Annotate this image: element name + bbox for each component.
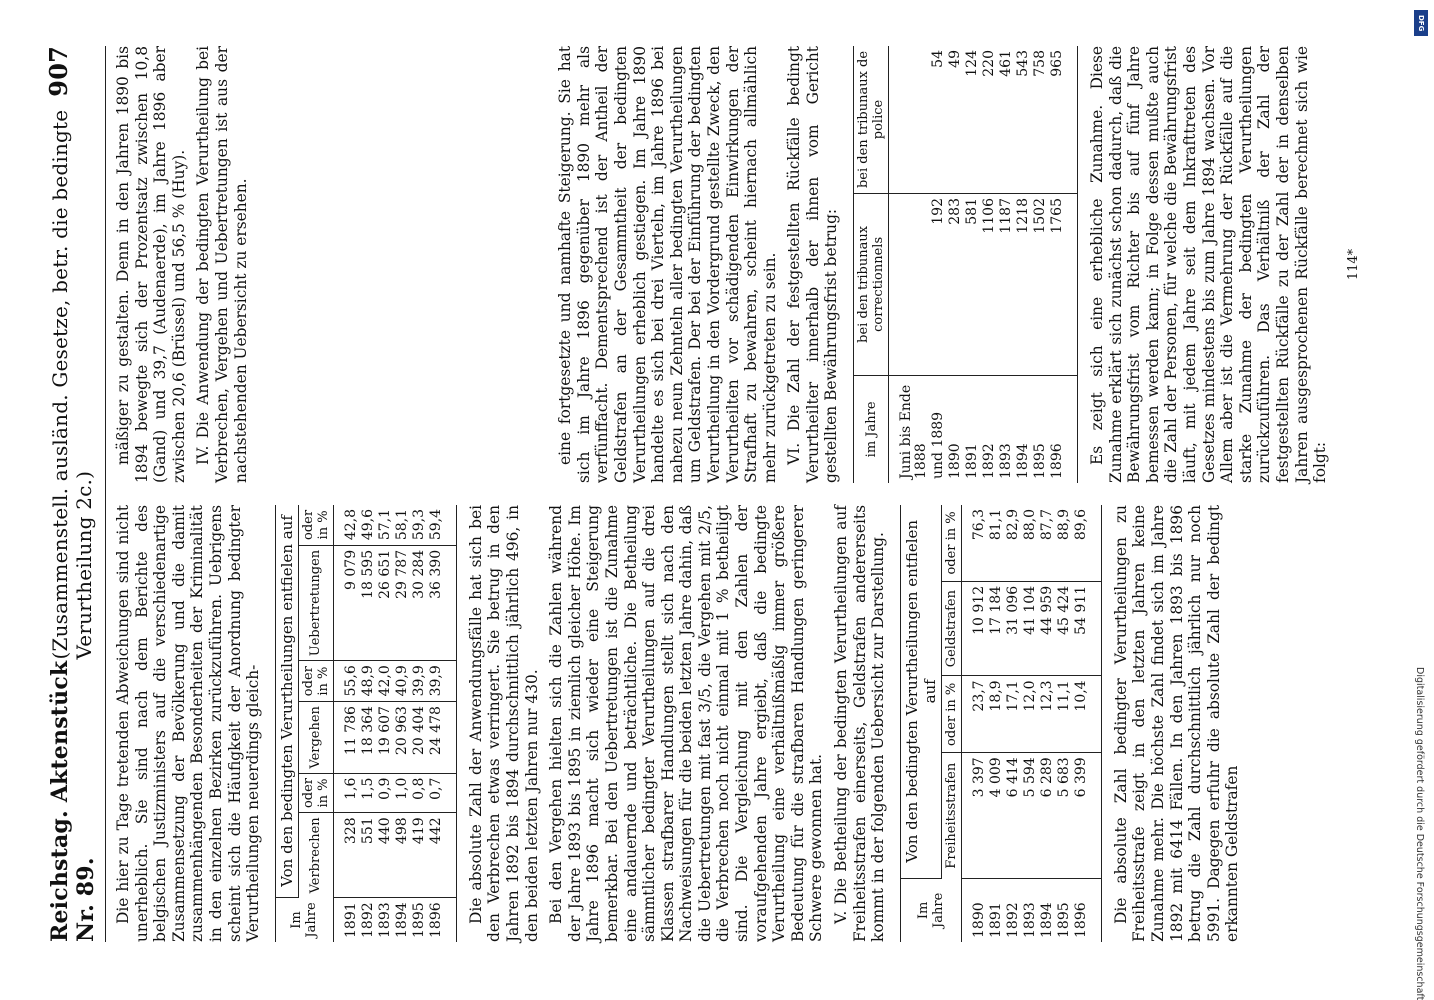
table-cell: 88,0 (1022, 505, 1039, 581)
table-row (1015, 46, 1032, 483)
table-cell: 442 (428, 813, 457, 898)
table-cell: 18 595 (360, 545, 377, 660)
table-cell: 39,9 (428, 661, 457, 702)
table-row (1049, 46, 1078, 483)
table-col-header: bei den tribunaux de police (854, 46, 889, 194)
table-col-header: oder in % (298, 505, 333, 545)
table-cell: 40,9 (394, 661, 411, 702)
table-row (1022, 505, 1039, 942)
table-row (1073, 505, 1102, 942)
table-row (981, 46, 998, 483)
table-cell: 82,9 (1005, 505, 1022, 581)
table-cell-year: Juni bis Ende 1888 (898, 384, 930, 479)
header-title: (Zusammenstell. ausländ. Gesetze, betr. die bedingte Verurtheilung 2c.) (48, 109, 96, 660)
table-cell-year: 1891 (987, 902, 1004, 938)
table-cell: 30 284 (411, 545, 428, 660)
table-cell: 1106 (981, 194, 998, 376)
table-col-header: oder in % (298, 661, 333, 702)
table-cell: 59,3 (411, 505, 428, 545)
table-row (1056, 505, 1073, 942)
table-cell-year: 1891 (964, 443, 981, 479)
table-row (998, 46, 1015, 483)
table-cell: 1,5 (360, 773, 377, 813)
table-cell-year: 1894 (393, 902, 410, 938)
table-cell: 1,0 (394, 773, 411, 813)
table-cell: 19 607 (377, 702, 394, 774)
table-cell (889, 194, 931, 376)
paragraph: V. Die Betheilung der bedingten Verurtheilungen auf Freiheitsstrafen einerseits, Geldstrafen andererseits kommt in der folgenden Uebersicht zur Darstellung. (832, 505, 888, 942)
table-cell: 0,9 (377, 773, 394, 813)
table-cell: 124 (964, 46, 981, 194)
table-header-span: Von den bedingten Verurtheilungen entfielen auf (900, 505, 941, 878)
dfg-watermark (1414, 10, 1432, 1000)
sheet-number: 114* (1345, 248, 1361, 281)
table-col-header: bei den tribunaux correctionnels (854, 194, 889, 376)
table-cell: 965 (1049, 46, 1078, 194)
page-number: 907 (44, 46, 73, 97)
paragraph: IV. Die Anwendung der bedingten Verurtheilung bei Verbrechen, Vergehen und Uebertretungen ist aus der nachstehenden Uebersicht zu ersehen. (194, 46, 250, 483)
table-cell-year: 1896 (1049, 443, 1066, 479)
dfg-logo-icon: DFG (1414, 10, 1428, 36)
table-cell: 26 651 (377, 545, 394, 660)
table-cell: 17,1 (1005, 676, 1022, 753)
table-cell: 42,8 (333, 505, 360, 545)
table-cell: 1218 (1015, 194, 1032, 376)
table-col-header: oder in % (298, 773, 333, 813)
table-cell: 6 399 (1073, 753, 1102, 878)
table-cell: 192 (930, 194, 947, 376)
table-row (930, 46, 947, 483)
table-col-header: oder in % (941, 505, 961, 581)
table-continuation-space (256, 46, 556, 483)
table-row (1005, 505, 1022, 942)
paragraph: eine fortgesetzte und namhafte Steigerung. Sie hat sich im Jahre 1896 gegenüber 1890 mehr als verfünffacht. Dementsprechend ist der Antheil der Geldstrafen an der Gesammtheit der bedingten Verurtheilungen erheblich gestiegen. Im Jahre 1890 handelte es sich bei drei Vierteln, im Jahre 1896 bei nahezu neun Zehnteln aller bedingten Verurtheilungen um Geldstrafen. Der bei der Einführung der bedingten Verurtheilung in den Vordergrund gestellte Zweck, den Verurtheilten vor schädigenden Einwirkungen der Strafhaft zu bewahren, scheint hiernach allmählich mehr zurückgetreten zu sein. (556, 46, 779, 483)
table-cell-year: und 1889 (930, 411, 947, 479)
table-cell: 20 404 (411, 702, 428, 774)
table-cell: 1502 (1032, 194, 1049, 376)
table-cell: 88,9 (1056, 505, 1073, 581)
table-cell-year: 1896 (427, 902, 444, 938)
table-row (1032, 46, 1049, 483)
table-cell: 6 414 (1005, 753, 1022, 878)
table-cell: 49 (947, 46, 964, 194)
table-cell: 12,0 (1022, 676, 1039, 753)
table-cell: 17 184 (988, 581, 1005, 676)
paragraph: mäßiger zu gestalten. Denn in den Jahren 1890 bis 1894 bewegte sich der Prozentsatz zwischen 10,8 (Gand) und 39,7 (Audenaerde), im Jahre 1896 aber zwischen 20,6 (Brüssel) und 56,5 % (Huy). (114, 46, 188, 483)
table-row (394, 505, 411, 942)
table-cell: 5 683 (1056, 753, 1073, 878)
table-cell-year: 1891 (342, 902, 359, 938)
table-cell-year: 1892 (981, 443, 998, 479)
table-recidivism (853, 46, 1078, 483)
table-cell: 5 594 (1022, 753, 1039, 878)
table-cell: 87,7 (1039, 505, 1056, 581)
table-header-year: Im Jahre (275, 897, 333, 942)
table-col-header: Freiheitsstrafen (941, 753, 961, 878)
table-cell-year: 1893 (998, 443, 1015, 479)
table-penalty-types (900, 505, 1102, 942)
table-cell: 1187 (998, 194, 1015, 376)
table-col-header: Vergehen (298, 702, 333, 774)
table-row (377, 505, 394, 942)
table-cell: 55,6 (333, 661, 360, 702)
table-cell: 10 912 (961, 581, 988, 676)
table-cell-year: 1895 (1055, 902, 1072, 938)
table-cell: 76,3 (961, 505, 988, 581)
table-cell: 81,1 (988, 505, 1005, 581)
table-cell: 283 (947, 194, 964, 376)
table-cell: 1,6 (333, 773, 360, 813)
table-col-header: Uebertretungen (298, 545, 333, 660)
table-cell: 758 (1032, 46, 1049, 194)
table-cell-year: 1890 (970, 902, 987, 938)
table-cell: 39,9 (411, 661, 428, 702)
table-cell: 6 289 (1039, 753, 1056, 878)
column-left (114, 505, 1400, 942)
table-cell: 11 786 (333, 702, 360, 774)
table-cell: 0,7 (428, 773, 457, 813)
table-cell: 89,6 (1073, 505, 1102, 581)
table-row (428, 505, 457, 942)
table-cell: 0,8 (411, 773, 428, 813)
table-cell: 581 (964, 194, 981, 376)
table-cell-year: 1894 (1038, 902, 1055, 938)
table-cell-year: 1893 (376, 902, 393, 938)
table-cell: 3 397 (961, 753, 988, 878)
table-cell: 41 104 (1022, 581, 1039, 676)
table-cell (889, 46, 931, 194)
table-cell: 551 (360, 813, 377, 898)
table-header-span: Von den bedingten Verurtheilungen entfielen auf (275, 505, 298, 897)
running-header (44, 46, 106, 942)
table-cell: 419 (411, 813, 428, 898)
table-cell: 10,4 (1073, 676, 1102, 753)
table-cell-year: 1895 (1032, 443, 1049, 479)
table-cell: 1765 (1049, 194, 1078, 376)
table-cell: 44 959 (1039, 581, 1056, 676)
table-cell: 498 (394, 813, 411, 898)
table-cell-year: 1896 (1072, 902, 1089, 938)
table-cell: 48,9 (360, 661, 377, 702)
header-left: Reichstag. Aktenstück Nr. 89. (47, 660, 99, 942)
table-cell: 461 (998, 46, 1015, 194)
table-cell: 18 364 (360, 702, 377, 774)
table-cell-year: 1890 (947, 443, 964, 479)
table-cell: 36 390 (428, 545, 457, 660)
table-cell: 45 424 (1056, 581, 1073, 676)
table-cell-year: 1892 (1004, 902, 1021, 938)
table-col-header: Verbrechen (298, 813, 333, 898)
dfg-credit-text: Digitalisierung gefördert durch die Deutsche Forschungsgemeinschaft (1414, 666, 1425, 1000)
paragraph: Es zeigt sich eine erhebliche Zunahme. Diese Zunahme erklärt sich zunächst schon dadurch, daß die Bewährungsfrist vom Richter bis auf fünf Jahre bemessen werden kann; in Folge dessen mußte auch die Zahl der Personen, für welche die Bewährungsfrist läuft, mit jedem Jahre seit dem Inkrafttreten des Gesetzes mindestens bis zum Jahre 1894 wachsen. Vor Allem aber ist die Vermehrung der Rückfälle auf die starke Zunahme der bedingten Verurtheilungen zurückzuführen. Das Verhältniß der Zahl der festgestellten Rückfälle zu der Zahl der in denselben Jahren ausgesprochenen Rückfälle berechnet sich wie folgt: (1088, 46, 1330, 483)
paragraph: Die hier zu Tage tretenden Abweichungen sind nicht unerheblich. Sie sind nach dem Berichte des belgischen Justizministers auf die verschiedenartige Zusammensetzung der Bevölkerung und die damit zusammenhängenden Besonderheiten der Kriminalität in den einzelnen Bezirken zurückzuführen. Uebrigens scheint sich die Häufigkeit der Anordnung bedingter Verurtheilungen neuerdings gleich- (114, 505, 263, 942)
paragraph: Bei den Vergehen hielten sich die Zahlen während der Jahre 1893 bis 1895 in ziemlich gleicher Höhe. Im Jahre 1896 macht sich wieder eine Steigerung bemerkbar. Bei den Uebertretungen ist die Zunahme eine andauernde und beträchtliche. Die Betheilung sämmtlicher bedingter Verurtheilungen auf die drei Klassen strafbarer Handlungen stellt sich nach den Nachweisungen für die beiden letzten Jahre dahin, daß die Uebertretungen mit fast 3/5, die Vergehen mit 2/5, die Verbrechen noch nicht einmal mit 1 % betheiligt sind. Die Vergleichung mit den Zahlen der voraufgehenden Jahre ergiebt, daß die bedingte Verurtheilung eine verhältnißmäßig immer größere Bedeutung für die strafbaren Handlungen geringerer Schwere gewonnen hat. (547, 505, 826, 942)
table-header-year: im Jahre (854, 375, 889, 483)
table-row (964, 46, 981, 483)
table-cell: 20 963 (394, 702, 411, 774)
table-cell: 328 (333, 813, 360, 898)
table-row (360, 505, 377, 942)
table-crime-classes (275, 505, 457, 942)
table-cell: 31 096 (1005, 581, 1022, 676)
table-cell: 58,1 (394, 505, 411, 545)
table-cell: 29 787 (394, 545, 411, 660)
table-cell-year: 1893 (1021, 902, 1038, 938)
table-col-header: Geldstrafen (941, 581, 961, 676)
table-cell: 54 911 (1073, 581, 1102, 676)
table-cell: 42,0 (377, 661, 394, 702)
table-cell: 54 (930, 46, 947, 194)
table-cell: 440 (377, 813, 394, 898)
table-cell: 23,7 (961, 676, 988, 753)
paragraph: Die absolute Zahl der Anwendungsfälle hat sich bei den Verbrechen etwas verringert. Sie betrug in den Jahren 1892 bis 1894 durchschnittlich jährlich 496, in den beiden letzten Jahren nur 430. (466, 505, 541, 942)
table-col-header: oder in % (941, 676, 961, 753)
table-row (333, 505, 360, 942)
table-cell: 220 (981, 46, 998, 194)
table-cell: 12,3 (1039, 676, 1056, 753)
table-cell-year: 1894 (1015, 443, 1032, 479)
table-row (411, 505, 428, 942)
table-cell: 57,1 (377, 505, 394, 545)
table-row (1039, 505, 1056, 942)
table-cell-year: 1895 (410, 902, 427, 938)
table-cell: 59,4 (428, 505, 457, 545)
table-row (988, 505, 1005, 942)
paragraph: VI. Die Zahl der festgestellten Rückfälle bedingt Verurtheilter innerhalb der ihnen vom Gericht gestellten Bewährungsfrist betrug: (785, 46, 841, 483)
table-row (947, 46, 964, 483)
table-cell: 49,6 (360, 505, 377, 545)
column-right (114, 46, 1400, 483)
table-cell-year: 1892 (359, 902, 376, 938)
table-cell: 543 (1015, 46, 1032, 194)
table-cell: 18,9 (988, 676, 1005, 753)
table-row (889, 46, 931, 483)
table-cell: 24 478 (428, 702, 457, 774)
table-header-year: Im Jahre (900, 878, 961, 942)
table-cell: 11,1 (1056, 676, 1073, 753)
paragraph: Die absolute Zahl bedingter Verurtheilungen zu Freiheitsstrafe zeigt in den letzten Jahren keine Zunahme mehr. Die höchste Zahl findet sich im Jahre 1892 mit 6414 Fällen. In den Jahren 1893 bis 1896 betrug die Zahl durchschnittlich jährlich nur noch 5991. Dagegen erfuhr die absolute Zahl der bedingt erkannten Geldstrafen (1111, 505, 1242, 942)
table-row (961, 505, 988, 942)
table-cell: 4 009 (988, 753, 1005, 878)
table-cell: 9 079 (333, 545, 360, 660)
